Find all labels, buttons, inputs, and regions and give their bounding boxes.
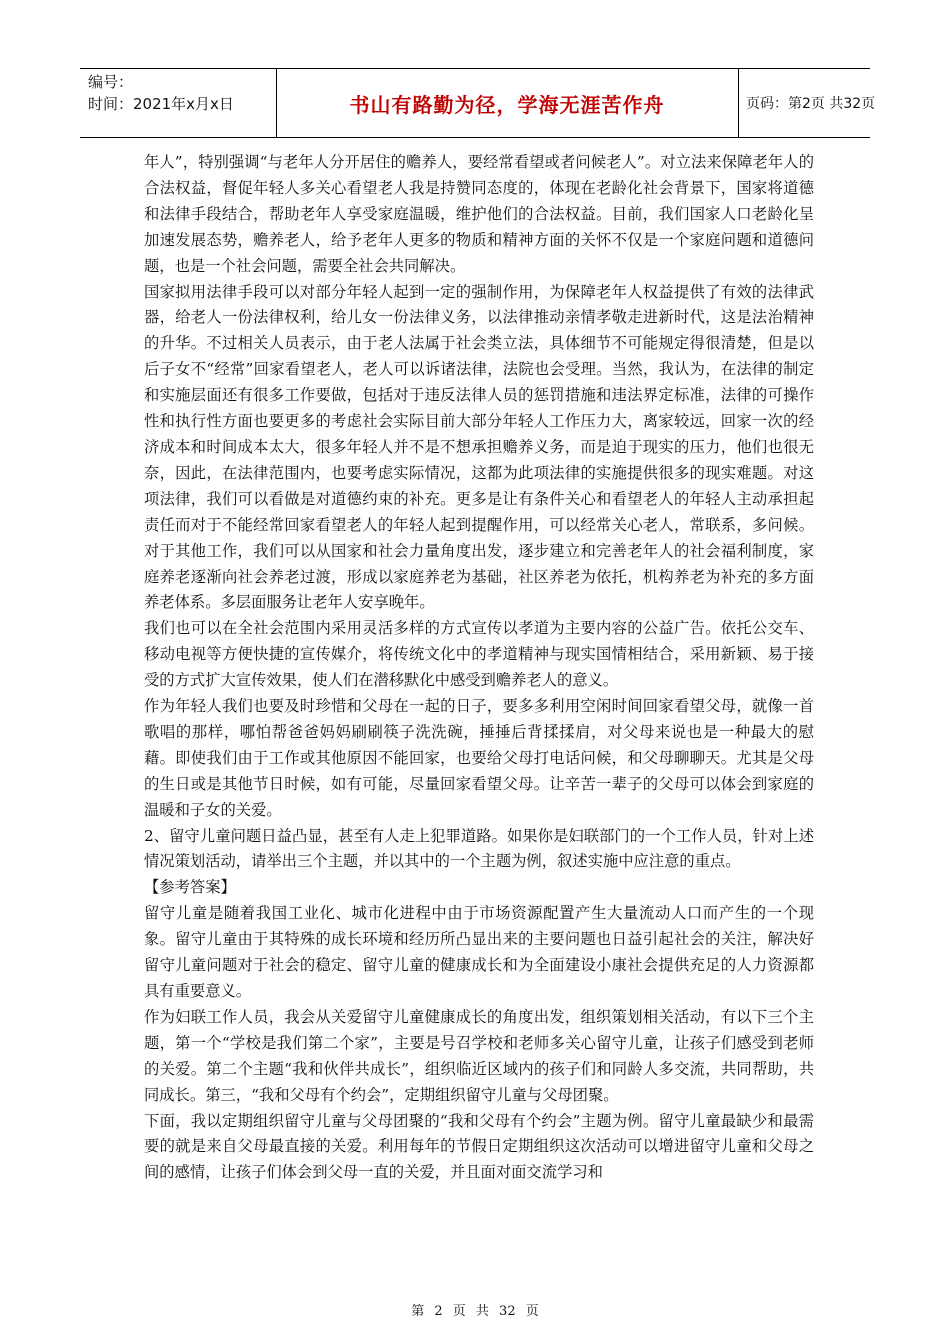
- header-divider-right: [738, 69, 739, 137]
- date-label: 时间：2021年x月x日: [88, 95, 234, 113]
- number-label: 编号：: [88, 73, 134, 91]
- body-paragraph: 作为年轻人我们也要及时珍惜和父母在一起的日子，要多多利用空闲时间回家看望父母，就像一首歌唱的那样，哪怕帮爸爸妈妈刷刷筷子洗洗碗，捶捶后背揉揉肩，对父母来说也是一种最大的慰藉。即使我们由于工作或其他原因不能回家，也要给父母打电话问候，和父母聊聊天。尤其是父母的生日或是其他节日时候，如有可能，尽量回家看望父母。让辛苦一辈子的父母可以体会到家庭的温暖和子女的关爱。: [144, 697, 814, 819]
- answer-heading: 【参考答案】: [144, 878, 236, 897]
- page-header: [80, 68, 876, 138]
- header-page-info: 页码：第2页 共32页: [746, 96, 876, 112]
- document-body: [144, 150, 814, 1186]
- body-paragraph: 年人”，特别强调“与老年人分开居住的赡养人，要经常看望或者问候老人”。对立法来保障老年人的合法权益，督促年轻人多关心看望老人我是持赞同态度的，体现在老龄化社会背景下，国家将道德和法律手段结合，帮助老年人享受家庭温暖，维护他们的合法权益。目前，我们国家人口老龄化呈加速发展态势，赡养老人，给予老年人更多的物质和精神方面的关怀不仅是一个家庭问题和道德问题，也是一个社会问题，需要全社会共同解决。: [144, 153, 814, 275]
- header-info: [88, 71, 274, 135]
- body-paragraph: 作为妇联工作人员，我会从关爱留守儿童健康成长的角度出发，组织策划相关活动，有以下三个主题，第一个“学校是我们第二个家”，主要是号召学校和老师多关心留守儿童，让孩子们感受到老师的关爱。第二个主题“我和伙伴共成长”，组织临近区域内的孩子们和同龄人多交流，共同帮助，共同成长。第三，“我和父母有个约会”，定期组织留守儿童与父母团聚。: [144, 1007, 814, 1104]
- page-footer: 第 2 页 共 32 页: [411, 1304, 539, 1319]
- body-paragraph: 留守儿童是随着我国工业化、城市化进程中由于市场资源配置产生大量流动人口而产生的一个现象。留守儿童由于其特殊的成长环境和经历所凸显出来的主要问题也日益引起社会的关注，解决好留守儿童问题对于社会的稳定、留守儿童的健康成长和为全面建设小康社会提供充足的人力资源都具有重要意义。: [144, 904, 814, 1000]
- question-paragraph: 2、留守儿童问题日益凸显，甚至有人走上犯罪道路。如果你是妇联部门的一个工作人员，针对上述情况策划活动，请举出三个主题，并以其中的一个主题为例，叙述实施中应注意的重点。: [144, 826, 814, 871]
- body-paragraph: 我们也可以在全社会范围内采用灵活多样的方式宣传以孝道为主要内容的公益广告。依托公交车、移动电视等方便快捷的宣传媒介，将传统文化中的孝道精神与现实国情相结合，采用新颖、易于接受的方式扩大宣传效果，使人们在潜移默化中感受到赡养老人的意义。: [144, 619, 814, 690]
- body-paragraph: 国家拟用法律手段可以对部分年轻人起到一定的强制作用，为保障老年人权益提供了有效的法律武器，给老人一份法律权利，给儿女一份法律义务，以法律推动亲情孝敬走进新时代，这是法治精神的升华。不过相关人员表示，由于老人法属于社会类立法，具体细节不可能规定得很清楚，但是以后子女不“经常”回家看望老人，老人可以诉诸法律，法院也会受理。当然，我认为，在法律的制定和实施层面还有很多工作要做，包括对于违反法律人员的惩罚措施和违法界定标准，法律的可操作性和执行性方面也要更多的考虑社会实际目前大部分年轻人工作压力大，离家较远，回家一次的经济成本和时间成本太大，很多年轻人并不是不想承担赡养义务，而是迫于现实的压力，他们也很无奈，因此，在法律范围内，也要考虑实际情况，这都为此项法律的实施提供很多的现实难题。对这项法律，我们可以看做是对道德约束的补充。更多是让有条件关心和看望老人的年轻人主动承担起责任而对于不能经常回家看望老人的年轻人起到提醒作用，可以经常关心老人，常联系，多问候。对于其他工作，我们可以从国家和社会力量角度出发，逐步建立和完善老年人的社会福利制度，家庭养老逐渐向社会养老过渡，形成以家庭养老为基础，社区养老为依托，机构养老为补充的多方面养老体系。多层面服务让老年人安享晚年。: [144, 282, 814, 612]
- header-motto: 书山有路勤为径，学海无涯苦作舟: [349, 92, 665, 117]
- body-paragraph: 下面，我以定期组织留守儿童与父母团聚的“我和父母有个约会”主题为例。留守儿童最缺少和最需要的就是来自父母最直接的关爱。利用每年的节假日定期组织这次活动可以增进留守儿童和父母之间的感情，让孩子们体会到父母一直的关爱，并且面对面交流学习和: [144, 1111, 814, 1182]
